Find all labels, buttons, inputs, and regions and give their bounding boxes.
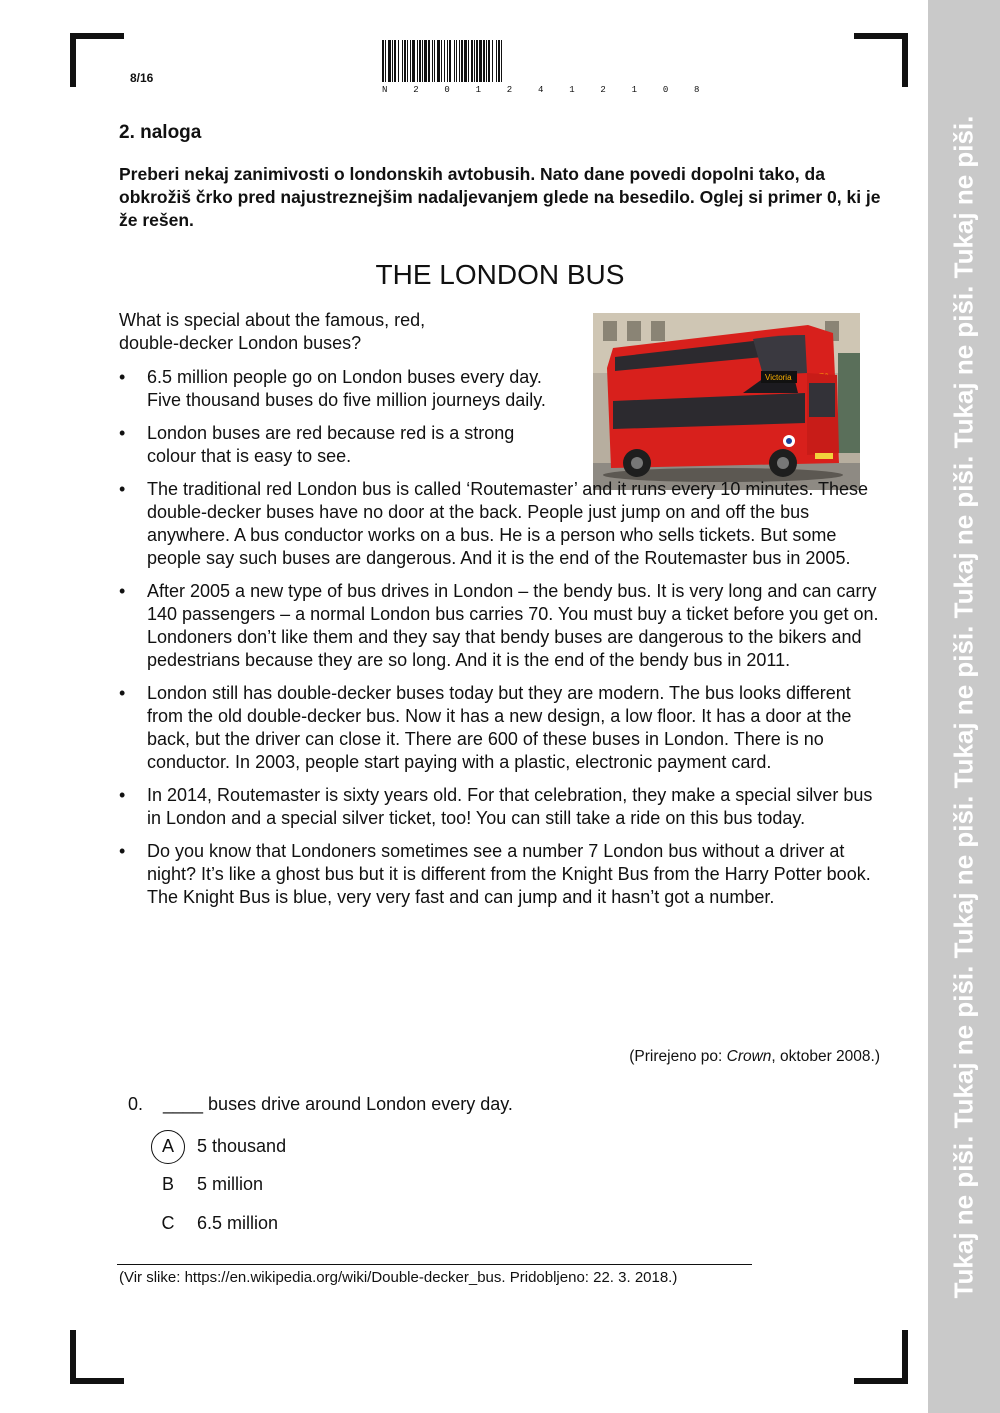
page-number: 8/16: [130, 71, 154, 85]
task-instructions: Preberi nekaj zanimivosti o londonskih avtobusih. Nato dane povedi dopolni tako, da obkrožiš črko pred najustreznejšim nadaljevanjem glede na besedilo. Oglej si primer 0, ki je že rešen.: [119, 164, 881, 230]
corner-mark-top-right: [854, 33, 908, 87]
task-title: 2. naloga: [119, 122, 202, 143]
source-suffix: , oktober 2008.): [771, 1048, 880, 1065]
source-prefix: (Prirejeno po:: [629, 1048, 727, 1065]
image-source-footnote: (Vir slike: https://en.wikipedia.org/wiki/Double-decker_bus. Pridobljeno: 22. 3. 2018.): [119, 1269, 678, 1286]
option-a-letter[interactable]: A: [161, 1136, 174, 1156]
article-title: THE LONDON BUS: [375, 259, 625, 290]
bus-destination-sign: Victoria: [765, 373, 792, 382]
option-a-text: 5 thousand: [197, 1136, 287, 1156]
sidebar-warning-text: Tukaj ne piši. Tukaj ne piši. Tukaj ne piši. Tukaj ne piši. Tukaj ne piši. Tukaj ne piši. Tukaj ne piši.: [948, 115, 979, 1299]
bullet-item: • The traditional red London bus is called ‘Routemaster’ and it runs every 10 minutes. These double-decker buses have no door at the back. People just jump on and off the bus anywhere. A bus conductor works on a bus. He is a person who sells tickets. But some people say such buses are dangerous. And it is the end of the Routemaster bus in 2005.: [119, 478, 889, 570]
article-intro: What is special about the famous, red, double-decker London buses?: [119, 310, 426, 353]
barcode-number: N 2 0 1 2 4 1 2 1 0 8: [382, 85, 710, 95]
barcode: [382, 40, 616, 82]
option-c-text: 6.5 million: [197, 1213, 279, 1233]
bullet-item: • London buses are red because red is a strong colour that is easy to see.: [119, 422, 562, 468]
corner-mark-bottom-right: [854, 1330, 908, 1384]
footnote-divider: [117, 1264, 752, 1265]
bullet-item: • After 2005 a new type of bus drives in London – the bendy bus. It is very long and can carry 140 passengers – a normal London bus carries 70. You must buy a ticket before you get on. Londoners don’t like them and they say that bendy buses are dangerous to the bikers and pedestrians because they are so long. And it is the end of the bendy bus in 2011.: [119, 580, 889, 672]
bullet-item: • London still has double-decker buses today but they are modern. The bus looks different from the old double-decker bus. Now it has a new design, a low floor. It has a door at the back, but the driver can close it. There are 600 of these buses in London. There is no conductor. In 2003, people start paying with a plastic, electronic payment card.: [119, 682, 889, 774]
question-number: 0.: [128, 1094, 144, 1114]
bullet-item: • In 2014, Routemaster is sixty years old. For that celebration, they make a special silver bus in London and a special silver ticket, too! You can still take a ride on this bus today.: [119, 784, 889, 830]
question-text: ____ buses drive around London every day.: [163, 1094, 513, 1114]
article-bullet-list: [119, 366, 889, 919]
corner-mark-bottom-left: [70, 1330, 124, 1384]
bullet-item: • Do you know that Londoners sometimes see a number 7 London bus without a driver at night? It’s like a ghost bus but it is different from the Knight Bus from the Harry Potter book. The Knight Bus is blue, very very fast and can jump and it hasn’t got a number.: [119, 840, 889, 909]
option-b-text: 5 million: [197, 1174, 264, 1194]
option-b-letter[interactable]: B: [161, 1174, 174, 1194]
source-title: Crown: [726, 1048, 772, 1065]
bullet-item: • 6.5 million people go on London buses every day. Five thousand buses do five million journeys daily.: [119, 366, 562, 412]
corner-mark-top-left: [70, 33, 124, 87]
option-c-letter[interactable]: C: [161, 1213, 175, 1233]
article-source: [629, 1048, 880, 1066]
